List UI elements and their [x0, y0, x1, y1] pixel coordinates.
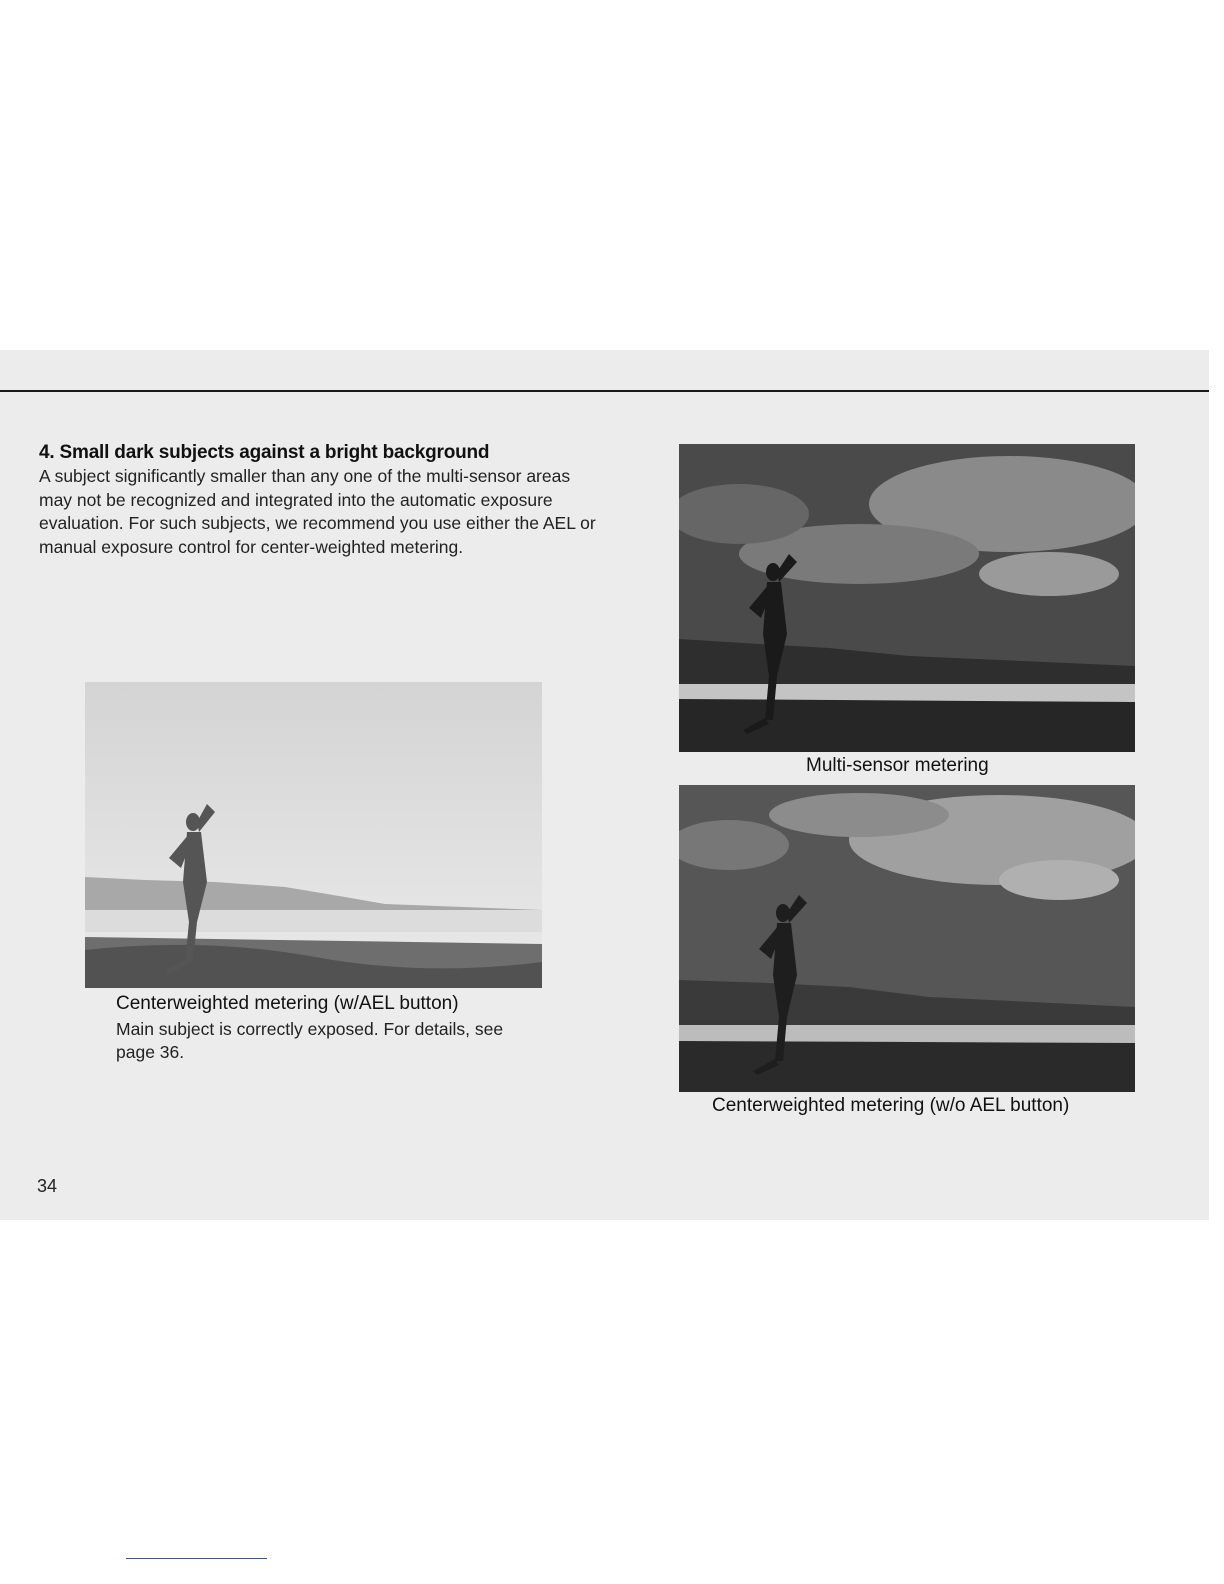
- section-body: A subject significantly smaller than any one of the multi-sensor areas may not be recognized and integrated into the automatic exposure evaluation. For such subjects, we recommend you use either the AEL or manual exposure control for center-weighted metering.: [39, 466, 596, 557]
- caption-centerweighted-no-ael: Centerweighted metering (w/o AEL button): [712, 1095, 1070, 1116]
- page-number: 34: [37, 1176, 58, 1196]
- section-title: 4. Small dark subjects against a bright background: [39, 442, 490, 463]
- photo-centerweighted-ael: [85, 682, 542, 988]
- header-rule: [0, 390, 1209, 392]
- manual-page: [0, 350, 1209, 1220]
- photo-multi-sensor: [679, 444, 1135, 752]
- caption-centerweighted-ael: Centerweighted metering (w/AEL button): [116, 993, 459, 1014]
- photo-centerweighted-no-ael: [679, 785, 1135, 1092]
- note-centerweighted-ael: Main subject is correctly exposed. For details, see page 36.: [116, 1019, 504, 1062]
- caption-multi-sensor: Multi-sensor metering: [806, 755, 989, 776]
- footer-rule: [126, 1558, 267, 1559]
